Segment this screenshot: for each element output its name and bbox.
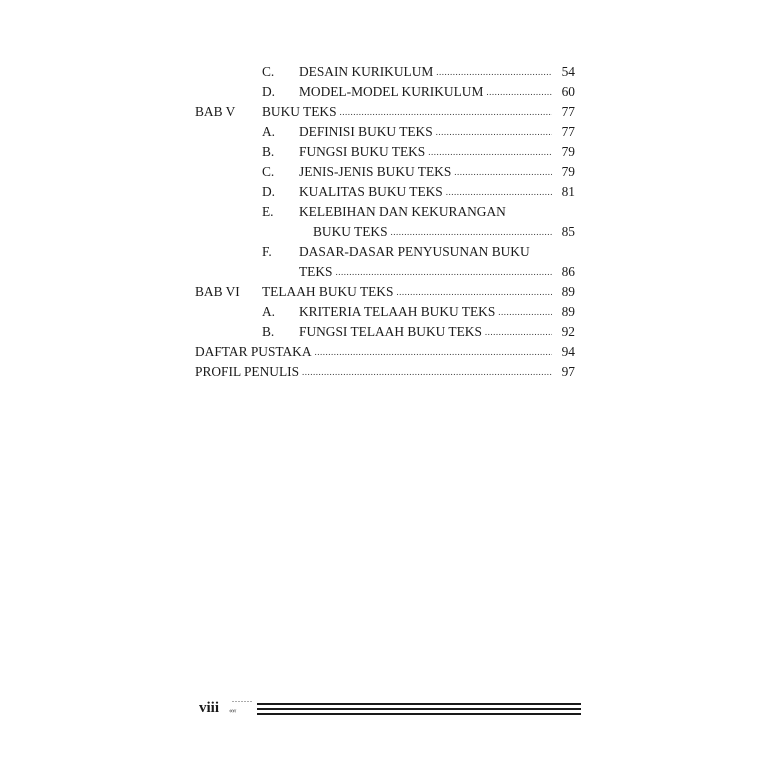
page-footer xyxy=(199,695,581,720)
toc-item-page: 77 xyxy=(561,124,575,139)
toc-chapter-label: BAB VI xyxy=(195,284,240,299)
toc-item-title: KRITERIA TELAAH BUKU TEKS xyxy=(299,304,496,319)
dot-leader xyxy=(335,262,552,282)
toc-row[interactable] xyxy=(195,342,575,362)
dot-leader xyxy=(302,362,552,382)
dot-leader xyxy=(396,282,552,302)
toc-entry xyxy=(299,142,575,163)
footer-dots-ornament: ....... xyxy=(232,695,253,704)
toc-item-page: 60 xyxy=(561,84,575,99)
toc-item-letter: A. xyxy=(262,124,276,139)
toc-item-title: FUNGSI TELAAH BUKU TEKS xyxy=(299,324,482,339)
toc-entry xyxy=(195,362,575,383)
toc-chapter-title: TELAAH BUKU TEKS xyxy=(262,284,394,299)
toc-item-title: BUKU TEKS xyxy=(313,224,388,239)
footer-rule xyxy=(257,708,581,710)
toc-entry xyxy=(262,102,575,123)
toc-chapter-label: BAB V xyxy=(195,104,236,119)
toc-entry xyxy=(299,202,575,222)
toc-entry xyxy=(299,182,575,203)
toc-entry xyxy=(195,342,575,363)
toc-row[interactable] xyxy=(195,242,575,262)
toc-row[interactable] xyxy=(195,62,575,82)
toc-row-continuation[interactable] xyxy=(195,222,575,242)
table-of-contents xyxy=(195,62,575,382)
toc-section-title: PROFIL PENULIS xyxy=(195,364,300,379)
toc-item-title: DESAIN KURIKULUM xyxy=(299,64,434,79)
toc-item-letter: B. xyxy=(262,144,275,159)
toc-row[interactable] xyxy=(195,182,575,202)
toc-row[interactable] xyxy=(195,102,575,122)
toc-item-title: KUALITAS BUKU TEKS xyxy=(299,184,443,199)
toc-item-page: 89 xyxy=(561,304,575,319)
toc-item-page: 94 xyxy=(561,344,575,359)
toc-row[interactable] xyxy=(195,82,575,102)
footer-chevron-ornament: ‹‹‹‹ xyxy=(229,706,236,715)
toc-item-letter: A. xyxy=(262,304,276,319)
dot-leader xyxy=(340,102,552,122)
toc-entry xyxy=(299,302,575,323)
toc-item-title: DEFINISI BUKU TEKS xyxy=(299,124,433,139)
dot-leader xyxy=(498,302,552,322)
toc-row-continuation[interactable] xyxy=(195,262,575,282)
toc-entry xyxy=(299,162,575,183)
toc-item-page: 89 xyxy=(561,284,575,299)
toc-item-title: JENIS-JENIS BUKU TEKS xyxy=(299,164,452,179)
toc-item-letter: C. xyxy=(262,164,275,179)
toc-entry xyxy=(299,82,575,103)
toc-item-page: 85 xyxy=(561,224,575,239)
toc-item-page: 79 xyxy=(561,144,575,159)
toc-item-page: 77 xyxy=(561,104,575,119)
toc-entry xyxy=(262,282,575,303)
toc-entry xyxy=(299,322,575,343)
page-number: viii xyxy=(199,700,220,716)
toc-item-letter: D. xyxy=(262,84,276,99)
toc-row[interactable] xyxy=(195,202,575,222)
dot-leader xyxy=(436,62,552,82)
dot-leader xyxy=(446,182,552,202)
dot-leader xyxy=(486,82,552,102)
toc-row[interactable] xyxy=(195,142,575,162)
toc-item-title: MODEL-MODEL KURIKULUM xyxy=(299,84,484,99)
toc-row[interactable] xyxy=(195,122,575,142)
toc-row[interactable] xyxy=(195,302,575,322)
toc-item-letter: E. xyxy=(262,204,274,219)
toc-item-title: FUNGSI BUKU TEKS xyxy=(299,144,426,159)
toc-item-title: TEKS xyxy=(299,264,333,279)
toc-item-page: 54 xyxy=(561,64,575,79)
toc-item-letter: C. xyxy=(262,64,275,79)
toc-row[interactable] xyxy=(195,322,575,342)
toc-item-letter: B. xyxy=(262,324,275,339)
toc-entry xyxy=(299,62,575,83)
dot-leader xyxy=(428,142,552,162)
toc-chapter-title: BUKU TEKS xyxy=(262,104,337,119)
toc-section-title: DAFTAR PUSTAKA xyxy=(195,344,312,359)
dot-leader xyxy=(315,342,552,362)
dot-leader xyxy=(391,222,552,242)
toc-item-page: 92 xyxy=(561,324,575,339)
toc-item-title: DASAR-DASAR PENYUSUNAN BUKU xyxy=(299,244,530,259)
dot-leader xyxy=(454,162,552,182)
toc-item-letter: D. xyxy=(262,184,276,199)
toc-entry xyxy=(313,222,575,243)
footer-rule xyxy=(257,703,581,705)
toc-item-page: 81 xyxy=(561,184,575,199)
toc-item-page: 79 xyxy=(561,164,575,179)
toc-item-letter: F. xyxy=(262,244,272,259)
dot-leader xyxy=(485,322,552,342)
toc-item-title: KELEBIHAN DAN KEKURANGAN xyxy=(299,204,506,219)
toc-row[interactable] xyxy=(195,282,575,302)
footer-rule xyxy=(257,713,581,715)
dot-leader xyxy=(436,122,552,142)
toc-row[interactable] xyxy=(195,362,575,382)
toc-entry xyxy=(299,262,575,283)
toc-entry xyxy=(299,122,575,143)
toc-item-page: 97 xyxy=(561,364,575,379)
toc-item-page: 86 xyxy=(561,264,575,279)
toc-row[interactable] xyxy=(195,162,575,182)
toc-entry xyxy=(299,242,575,262)
